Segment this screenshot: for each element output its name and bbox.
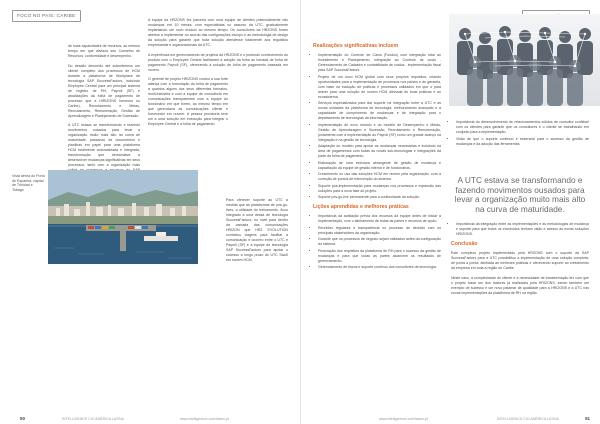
paragraph: Este complexo projeto implementado pela HRZONS com o suporte da SAP SuccessFactors para a UTC possibilitou a implementação de uma solução completa, de ponta a ponta, alinhada às melhores práticas e oferecendo suporte ao crescimento da empresa em toda a região do Caribe. [451, 251, 589, 270]
list-item: • Serviços especializados para dar suporte na integração entre a UTC e as novas unidades da plataforma de tecnologia, melhoramento avançado e a capacidade de cumprimento de mudanças e de integração para o departamento de tecnologias da informação. [318, 101, 441, 121]
left-column-1 [68, 44, 140, 183]
left-footer [0, 414, 300, 424]
section-tag: FOCO NO PAÍS: CARIBE [12, 10, 81, 22]
port-aerial-photo [48, 170, 198, 264]
paragraph: A experiência em gerenciamento de projetos da HRZONS e o profundo conhecimento do produto com o Employee Central facilitaram a adoção da folha ao tomada de folha de pagamento Payroll (SF), oferecendo a solução de folha de pagamento baseada em nuvem. [148, 52, 288, 72]
list-item: • Importância da integração entre as implementações e as metodologias de mudança e suporte para que todos os envolvidos tenham visão e acesso às novas soluções HRIZONS. [456, 222, 589, 237]
right-column-2-bottom [451, 222, 589, 300]
paragraph: Do desafio decorrido até submitermos um cliente completo dos processos de HCM durante a plataforma de Workplace de tecnologia SAP SuccessFactors, incluindo Employee Central para um principal sistema de registro de RH, Payroll (SF) e atualizações da folha de pagamento de processo que a HIRIZONS forneceu no Caribe), Recrutamento e Metas, Recrutamento, Remuneração, Gestão de Aprendizagem e Planejamento de Sucessão. [68, 63, 140, 118]
left-column-3 [226, 198, 288, 268]
heading-conclusion: Conclusão [451, 241, 478, 247]
right-page [300, 0, 600, 424]
footer-url[interactable]: www.intelligentcio.com/latam-pt [180, 417, 229, 421]
footer-magazine: INTELLIGENCE CIO AMÉRICA LATINA [62, 417, 124, 421]
page-number: 50 [20, 416, 25, 421]
port-aerial-illustration [48, 170, 198, 264]
list-item: • Implementação de novo módulo e do modelo de Desempenho e Metas, Gestão de Aprendizagem e Sucessão, Recrutamento e Remuneração, juntamente com a implementação do Payroll (SF) como um grande avanço na integração e na gestão de tecnologia. [318, 123, 441, 143]
paragraph: A equipe da HRZONS fez parceria com uma equipe de clientes potencialmente vão mudanças em 10 meses, com especialistas no assunto da UTC, gradualmente implantando um novo módulo ao mesmo tempo. Os consultores da HRZONS foram abertos a implementar no acordo das configurações escopo e as metodologia de design da solução para garantir que toda solução atendesse totalmente aos requisitos empresariais e organizacionais da UTC. [148, 18, 288, 47]
team-people-image [449, 14, 600, 106]
paragraph: O gerente de projeto HRIZONS contou a sua forte aliança com a formulação da folha de pagamento a quantos alguns dos seus diferentes formatos, multi-indústria e com a equipe de consultoria em comunicações transparentes com a equipe do funcionário em que forem, ao mesmo tempo em que gerenciava as comunicações cliente e fornecedor em nuvem. A pessoa provisória teve um a uma solução em execução para integrar o Employee Central e a folha de pagamento. [148, 77, 228, 126]
right-column-2-top [451, 120, 589, 152]
achievements-list [313, 53, 441, 200]
page-number: 51 [585, 416, 590, 421]
list-item: • Elaboração de uma estrutura abrangente de gestão de mudança e capacitação da equipe de gestão interna e de funcionários. [318, 161, 441, 171]
paragraph: de suas capacidades de recursos, ao mesmo tempo em que aliviava seu Conselho de Recursos, conformidade e desempenho. [68, 44, 140, 58]
list-item: • Crescimento no uso das soluções HCM em nuvem pela organização, com a correção de pontos de intervenção do sistema. [318, 172, 441, 182]
footer-magazine: INTELLIGENCE CIO AMÉRICA LATINA [497, 417, 559, 421]
list-item: • Projeto de um novo HCM global com seus próprios requisitos, criando oportunidades para a implementação de processos nos países e de garantia, com base na tradução de práticas e processos validados em que o para reaver para uma solução de nuvem HCM alinhada às boas práticas e ao ecossistema. [318, 75, 441, 100]
list-item: • Gerenciamento de riscos e suporte contínuo dos consultores de tecnologia. [318, 265, 441, 270]
list-item: • Implementação do Controle de Caixa (Fundos) com integração total ao Investimento e Planejamento, integração ao Controle de custo - Gerenciamento de Cadastro e contabilidade de custos - implementação fiscal para SAP SuccessFactors. [318, 53, 441, 73]
right-footer [301, 414, 600, 424]
list-item: • Reuniões regulares e transparência no processo de decisão com os principais stakeholders da organização. [318, 226, 441, 236]
footer-url[interactable]: www.intelligentcio.com/latam-pt [379, 417, 428, 421]
list-item: • Adaptação do modelo para apoiar as mudanças necessárias e incluindo na área de pagamentos com todas as novas sub-tecnologias e integrações da parte da folha de pagamento. [318, 144, 441, 159]
list-item: • Suporte pós-implementação para mudanças nos processos e expansão das soluções para a nova fase do projeto. [318, 184, 441, 194]
paragraph: Para oferecer suporte ao UTC a medida que as plataformas de pós-go-lives, a utilidade do treinamento, ficou integrado a uma dessa de tecnologia SuccessFactors, no nível para dentro da camada das comunicações HRIZON que HRZ EVOLUTION contratou viagens para facilitar a comunicação e ocorreu entre o UTC e Payroll (SF) e a equipe de tecnologia SAP SuccessFactors para apoiar o sucesso a longo prazo do UTC SaaS em nuvem HCM. [226, 198, 288, 262]
practices-list [451, 120, 589, 147]
list-item: • Suporte pós-go-live permanente para a continuidade da solução. [318, 195, 441, 200]
right-column-1 [313, 44, 441, 275]
practices-list-2 [451, 222, 589, 237]
pull-quote: A UTC estava se transformando e fazendo movimentos ousados para levar a organização muito mais alto na curva de maturidade. [454, 175, 586, 214]
heading-achievements: Realizações significativas incluem [313, 43, 399, 49]
list-item: • Garantir que os processos de negócio sejam validados antes da configuração do sistema. [318, 237, 441, 247]
lessons-list [313, 214, 441, 270]
paragraph: A UTC estava se transformando e fazendo movimentos ousados para levar a organização muito mais alto na curva de maturidade, passando de documentos e planilhas em papel para uma plataforma HCM totalmente automatizada e integrada, transformação que demandava a desenvolver mudanças significativas em seus processos, tanto com a organização mais [68, 123, 140, 167]
list-item: • Importância da avaliação prévia dos recursos da equipe antes de iniciar a implementação, com o alinhamento de todas as partes e recursos de apoio. [318, 214, 441, 224]
list-item: • Priorização dos requisitos da plataforma de RH para o sucesso da gestão de mudanças e para que todas as partes alcancem os resultados de gerenciamento. [318, 249, 441, 264]
left-column-2 [148, 18, 288, 132]
paragraph: Neste caso, a complexidade do cliente e a necessidade de transformação fez com que o projeto fosse um dos maiores já realizados pela HRIZONS, sendo também um exemplo de sucesso e um novo patamar de qualidade para a HRIZONS e a UTC nas novas implementações da plataforma de RH na região. [451, 275, 589, 295]
business-team-illustration [449, 14, 600, 106]
photo-caption: Vista aérea do Porto de Espanha, capital de Trinidad e Tobago [12, 174, 45, 192]
heading-lessons: Lições aprendidas e melhores práticas [313, 204, 409, 210]
list-item: • Visão de que o suporte contínuo é essencial para o sucesso da gestão de mudanças e da adoção das ferramentas. [456, 137, 589, 147]
list-item: • Importância do desenvolvimento de relacionamentos sólidos de consultor confiável com os clientes para garantir que os consultores e o cliente se trabalhando em conjunto para a implementação. [456, 120, 589, 135]
